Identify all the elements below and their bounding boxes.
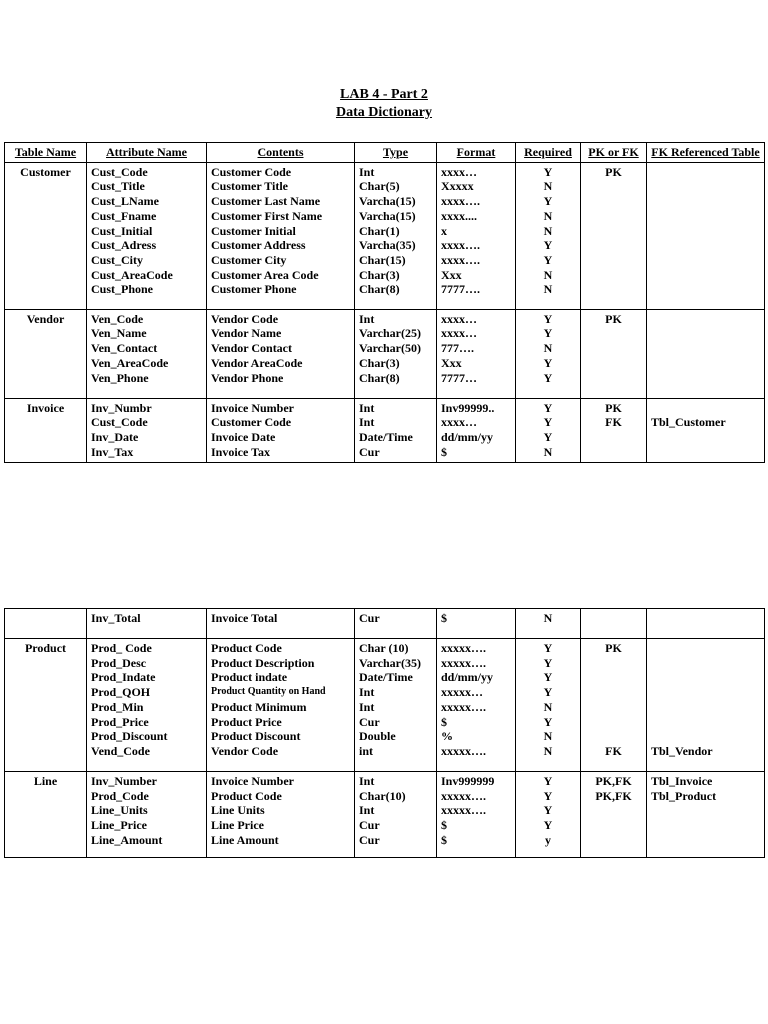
required-value: N: [543, 611, 553, 625]
required-value: N: [543, 729, 553, 744]
header-row: [5, 143, 765, 163]
fk-referenced-table-value: Tbl_Vendor: [651, 743, 713, 758]
attribute-name-value: Cust_Fname: [91, 208, 157, 223]
required-cell: [516, 609, 581, 639]
format-value: xxxxx….: [441, 743, 486, 758]
format-value: $: [441, 818, 447, 833]
contents-value: Invoice Total: [211, 611, 278, 625]
format-value: 7777…: [441, 370, 477, 385]
contents-value: Customer Code: [211, 415, 292, 430]
table-name-cell: Product: [5, 639, 87, 772]
contents-cell: [207, 772, 355, 858]
required-value: N: [543, 208, 553, 223]
attribute-name-cell: [87, 398, 207, 462]
attribute-name-value: Ven_Contact: [91, 341, 158, 356]
required-value: Y: [543, 252, 553, 267]
required-value: N: [543, 179, 553, 194]
fk-referenced-table-value: [651, 282, 760, 297]
contents-cell: [207, 398, 355, 462]
pk-or-fk-value: [585, 209, 642, 224]
format-cell: [437, 639, 516, 772]
format-value: xxxxx….: [441, 788, 486, 803]
contents-value: Line Units: [211, 803, 265, 818]
contents-value: Invoice Date: [211, 430, 276, 445]
attribute-name-value: Inv_Date: [91, 430, 139, 445]
attribute-name-value: Inv_Numbr: [91, 400, 152, 415]
fk-referenced-table-cell: [647, 309, 765, 398]
fk-referenced-table-value: [651, 356, 760, 371]
format-value: Inv99999..: [441, 400, 495, 415]
pk-or-fk-value: [585, 715, 642, 730]
pk-or-fk-value: [585, 656, 642, 671]
format-value: $: [441, 832, 447, 847]
type-value: Char (10): [359, 641, 409, 655]
format-cell: [437, 609, 516, 639]
contents-value: Customer Area Code: [211, 267, 319, 282]
contents-value: Customer Address: [211, 238, 306, 253]
page-subtitle: Data Dictionary: [335, 105, 433, 120]
type-value: Char(8): [359, 370, 400, 385]
type-value: Char(8): [359, 282, 400, 297]
type-value: Double: [359, 729, 396, 744]
pk-or-fk-value: [585, 326, 642, 341]
pk-or-fk-value: [585, 282, 642, 297]
pk-or-fk-value: [585, 445, 642, 460]
header-format: Format: [437, 143, 516, 163]
attribute-name-value: Cust_LName: [91, 194, 159, 209]
fk-referenced-table-cell: [647, 609, 765, 639]
format-value: Xxx: [441, 267, 462, 282]
attribute-name-value: Cust_Initial: [91, 223, 153, 238]
attribute-name-value: Inv_Number: [91, 774, 158, 788]
header-contents: Contents: [207, 143, 355, 163]
required-value: Y: [543, 238, 553, 253]
contents-value: Invoice Tax: [211, 444, 271, 459]
required-cell: [516, 398, 581, 462]
attribute-name-value: Prod_QOH: [91, 685, 151, 700]
fk-referenced-table-value: [651, 238, 760, 253]
pk-or-fk-cell: [581, 639, 647, 772]
fk-referenced-table-cell: [647, 398, 765, 462]
required-value: N: [543, 267, 553, 282]
fk-referenced-table-value: Tbl_Customer: [651, 415, 726, 430]
required-value: Y: [543, 355, 553, 370]
format-value: xxxx…: [441, 164, 477, 179]
fk-referenced-table-value: [651, 715, 760, 730]
fk-referenced-table-value: [651, 445, 760, 460]
data-dictionary-table-part-2: [4, 608, 765, 858]
attribute-name-value: Prod_Min: [91, 699, 144, 714]
attribute-name-value: Prod_ Code: [91, 641, 152, 655]
fk-referenced-table-value: [651, 165, 760, 180]
type-value: Int: [359, 164, 375, 179]
header-attribute-name: Attribute Name: [87, 143, 207, 163]
required-value: Y: [543, 685, 553, 700]
fk-referenced-table-value: [651, 670, 760, 685]
type-value: int: [359, 743, 374, 758]
pk-or-fk-value: [585, 194, 642, 209]
contents-value: Product Price: [211, 714, 282, 729]
contents-cell: [207, 309, 355, 398]
format-value: xxxxx…: [441, 685, 483, 700]
format-value: xxxxx….: [441, 641, 486, 655]
pk-or-fk-cell: [581, 609, 647, 639]
format-value: xxxx…: [441, 311, 477, 326]
format-value: xxxxx….: [441, 699, 486, 714]
attribute-name-value: Ven_Name: [91, 326, 147, 341]
type-value: Varcha(35): [359, 238, 416, 253]
attribute-name-value: Prod_Discount: [91, 729, 168, 744]
pk-or-fk-cell: [581, 162, 647, 309]
fk-referenced-table-value: [651, 312, 760, 327]
table-name-cell: Customer: [5, 162, 87, 309]
attribute-name-value: Prod_Code: [91, 788, 149, 803]
contents-cell: [207, 162, 355, 309]
pk-or-fk-value: [585, 670, 642, 685]
fk-referenced-table-value: [651, 209, 760, 224]
required-cell: [516, 639, 581, 772]
type-cell: [355, 639, 437, 772]
type-value: Int: [359, 311, 375, 326]
type-value: Char(10): [359, 788, 406, 803]
format-value: Xxxxx: [441, 179, 474, 194]
pk-or-fk-value: [585, 803, 642, 818]
attribute-name-value: Cust_Title: [91, 179, 145, 194]
contents-value: Vendor AreaCode: [211, 355, 303, 370]
type-value: Int: [359, 774, 375, 788]
table-group-row: [5, 609, 765, 639]
required-value: y: [545, 832, 551, 847]
attribute-name-value: Cust_Code: [91, 415, 148, 430]
format-value: x: [441, 223, 447, 238]
format-value: xxxxx….: [441, 655, 486, 670]
contents-value: Product Description: [211, 655, 315, 670]
required-value: Y: [543, 430, 553, 445]
required-value: Y: [543, 326, 553, 341]
fk-referenced-table-value: [651, 401, 760, 416]
type-value: Int: [359, 400, 375, 415]
contents-value: Customer Initial: [211, 223, 296, 238]
type-value: Int: [359, 685, 375, 700]
type-value: Varchar(35): [359, 655, 421, 670]
pk-or-fk-value: [585, 729, 642, 744]
type-cell: [355, 162, 437, 309]
attribute-name-cell: [87, 162, 207, 309]
format-cell: [437, 162, 516, 309]
fk-referenced-table-cell: [647, 639, 765, 772]
fk-referenced-table-value: [651, 833, 760, 848]
table-group-row: [5, 772, 765, 858]
fk-referenced-table-value: [651, 729, 760, 744]
required-value: N: [543, 223, 553, 238]
pk-or-fk-value: [585, 253, 642, 268]
contents-value: Vendor Phone: [211, 370, 284, 385]
contents-cell: [207, 639, 355, 772]
fk-referenced-table-value: [651, 685, 760, 700]
contents-value: Vendor Name: [211, 326, 282, 341]
format-cell: [437, 309, 516, 398]
format-cell: [437, 772, 516, 858]
required-value: Y: [543, 641, 553, 655]
attribute-name-cell: [87, 309, 207, 398]
type-value: Cur: [359, 444, 380, 459]
required-value: Y: [543, 714, 553, 729]
required-value: Y: [543, 194, 553, 209]
required-value: N: [543, 282, 553, 297]
table-name-cell: Line: [5, 772, 87, 858]
pk-or-fk-value: PK,FK: [595, 774, 632, 788]
pk-or-fk-value: PK: [605, 311, 622, 326]
header-fk-referenced-table: FK Referenced Table: [647, 143, 765, 163]
attribute-name-value: Line_Units: [91, 803, 148, 818]
pk-or-fk-value: FK: [605, 743, 622, 758]
required-value: Y: [543, 415, 553, 430]
pk-or-fk-value: [585, 818, 642, 833]
fk-referenced-table-value: [651, 656, 760, 671]
format-value: dd/mm/yy: [441, 670, 494, 685]
format-value: dd/mm/yy: [441, 430, 494, 445]
type-cell: [355, 609, 437, 639]
format-value: Xxx: [441, 355, 462, 370]
format-value: xxxx….: [441, 238, 480, 253]
attribute-name-cell: [87, 609, 207, 639]
required-cell: [516, 162, 581, 309]
type-cell: [355, 772, 437, 858]
attribute-name-cell: [87, 639, 207, 772]
fk-referenced-table-value: [651, 194, 760, 209]
pk-or-fk-value: [585, 238, 642, 253]
pk-or-fk-value: [585, 371, 642, 386]
required-value: Y: [543, 400, 553, 415]
fk-referenced-table-cell: [647, 772, 765, 858]
required-value: Y: [543, 670, 553, 685]
fk-referenced-table-value: [651, 224, 760, 239]
pk-or-fk-value: [585, 611, 642, 626]
required-value: N: [543, 341, 553, 356]
contents-cell: [207, 609, 355, 639]
attribute-name-value: Line_Price: [91, 818, 147, 833]
fk-referenced-table-value: [651, 341, 760, 356]
pk-or-fk-value: [585, 700, 642, 715]
attribute-name-value: Ven_Phone: [91, 370, 149, 385]
required-value: Y: [543, 655, 553, 670]
required-value: Y: [543, 788, 553, 803]
attribute-name-cell: [87, 772, 207, 858]
table-group-row: [5, 162, 765, 309]
pk-or-fk-value: PK,FK: [595, 788, 632, 803]
type-value: Date/Time: [359, 670, 413, 685]
pk-or-fk-value: [585, 356, 642, 371]
type-value: Cur: [359, 714, 380, 729]
format-value: $: [441, 714, 447, 729]
contents-value: Product Code: [211, 641, 282, 655]
attribute-name-value: Cust_AreaCode: [91, 267, 173, 282]
contents-value: Line Price: [211, 818, 264, 833]
table-name-cell: [5, 609, 87, 639]
format-value: $: [441, 611, 447, 625]
table-name-cell: Vendor: [5, 309, 87, 398]
format-value: $: [441, 444, 447, 459]
attribute-name-value: Vend_Code: [91, 743, 150, 758]
fk-referenced-table-value: [651, 371, 760, 386]
type-value: Char(5): [359, 179, 400, 194]
contents-value: Vendor Contact: [211, 341, 293, 356]
contents-value: Vendor Code: [211, 743, 279, 758]
contents-value: Product Minimum: [211, 699, 307, 714]
type-value: Varchar(25): [359, 326, 421, 341]
format-value: 777….: [441, 341, 474, 356]
type-value: Varchar(50): [359, 341, 421, 356]
attribute-name-value: Ven_Code: [91, 311, 144, 326]
type-value: Char(3): [359, 267, 400, 282]
header-pk-or-fk: PK or FK: [581, 143, 647, 163]
pk-or-fk-value: [585, 341, 642, 356]
type-value: Char(1): [359, 223, 400, 238]
contents-value: Invoice Number: [211, 774, 294, 788]
fk-referenced-table-value: [651, 611, 760, 626]
type-cell: [355, 398, 437, 462]
type-value: Cur: [359, 818, 380, 833]
required-value: Y: [543, 774, 553, 788]
format-value: xxxx….: [441, 194, 480, 209]
type-value: Varcha(15): [359, 194, 416, 209]
contents-value: Customer City: [211, 252, 287, 267]
contents-value: Customer Phone: [211, 282, 297, 297]
required-value: Y: [543, 164, 553, 179]
attribute-name-value: Cust_Phone: [91, 282, 154, 297]
pk-or-fk-value: [585, 268, 642, 283]
format-value: 7777….: [441, 282, 480, 297]
required-value: Y: [543, 818, 553, 833]
fk-referenced-table-value: [651, 268, 760, 283]
pk-or-fk-value: [585, 224, 642, 239]
fk-referenced-table-value: [651, 430, 760, 445]
contents-value: Customer First Name: [211, 208, 323, 223]
fk-referenced-table-value: [651, 641, 760, 656]
data-dictionary-table-part-1: [4, 142, 765, 463]
contents-value: Vendor Code: [211, 311, 279, 326]
attribute-name-value: Cust_City: [91, 252, 144, 267]
attribute-name-value: Cust_Adress: [91, 238, 157, 253]
pk-or-fk-value: [585, 179, 642, 194]
format-value: %: [441, 729, 453, 744]
pk-or-fk-value: [585, 833, 642, 848]
format-value: Inv999999: [441, 774, 495, 788]
fk-referenced-table-cell: [647, 162, 765, 309]
format-cell: [437, 398, 516, 462]
header-required: Required: [516, 143, 581, 163]
required-value: N: [543, 743, 553, 758]
contents-value: Customer Code: [211, 164, 292, 179]
fk-referenced-table-value: [651, 326, 760, 341]
contents-value: Product Quantity on Hand: [211, 686, 326, 698]
contents-value: Product Code: [211, 788, 282, 803]
attribute-name-value: Inv_Tax: [91, 444, 134, 459]
attribute-name-value: Prod_Price: [91, 714, 149, 729]
required-cell: [516, 772, 581, 858]
pk-or-fk-value: FK: [605, 415, 622, 430]
pk-or-fk-cell: [581, 772, 647, 858]
attribute-name-value: Prod_Desc: [91, 655, 147, 670]
format-value: xxxx….: [441, 252, 480, 267]
format-value: xxxx....: [441, 208, 477, 223]
header-table-name: Table Name: [5, 143, 87, 163]
fk-referenced-table-value: [651, 253, 760, 268]
required-value: Y: [543, 311, 553, 326]
contents-value: Product Discount: [211, 729, 301, 744]
contents-value: Invoice Number: [211, 400, 294, 415]
required-value: N: [543, 699, 553, 714]
required-value: N: [543, 444, 553, 459]
type-value: Int: [359, 803, 375, 818]
contents-value: Line Amount: [211, 832, 279, 847]
pk-or-fk-value: PK: [605, 164, 622, 179]
type-cell: [355, 309, 437, 398]
fk-referenced-table-value: [651, 179, 760, 194]
pk-or-fk-value: [585, 430, 642, 445]
type-value: Int: [359, 415, 375, 430]
contents-value: Product indate: [211, 670, 288, 685]
required-value: Y: [543, 370, 553, 385]
attribute-name-value: Prod_Indate: [91, 670, 156, 685]
table-group-row: [5, 309, 765, 398]
document-heading: [0, 86, 768, 122]
pk-or-fk-value: [585, 685, 642, 700]
table-group-row: [5, 639, 765, 772]
header-type: Type: [355, 143, 437, 163]
pk-or-fk-value: PK: [605, 400, 622, 415]
pk-or-fk-cell: [581, 309, 647, 398]
type-value: Int: [359, 699, 375, 714]
type-value: Char(3): [359, 355, 400, 370]
fk-referenced-table-value: Tbl_Product: [651, 788, 717, 803]
attribute-name-value: Ven_AreaCode: [91, 355, 169, 370]
table-group-row: [5, 398, 765, 462]
type-value: Date/Time: [359, 430, 413, 445]
type-value: Cur: [359, 611, 380, 625]
fk-referenced-table-value: [651, 803, 760, 818]
format-value: xxxx…: [441, 326, 477, 341]
pk-or-fk-cell: [581, 398, 647, 462]
contents-value: Customer Last Name: [211, 194, 321, 209]
pk-or-fk-value: PK: [605, 641, 622, 655]
required-cell: [516, 309, 581, 398]
required-value: Y: [543, 803, 553, 818]
contents-value: Customer Title: [211, 179, 288, 194]
type-value: Varcha(15): [359, 208, 416, 223]
attribute-name-value: Line_Amount: [91, 832, 163, 847]
attribute-name-value: Inv_Total: [91, 611, 141, 625]
format-value: xxxxx….: [441, 803, 486, 818]
type-value: Char(15): [359, 252, 406, 267]
type-value: Cur: [359, 832, 380, 847]
format-value: xxxx…: [441, 415, 477, 430]
page-title: LAB 4 - Part 2: [340, 87, 428, 102]
fk-referenced-table-value: [651, 818, 760, 833]
attribute-name-value: Cust_Code: [91, 164, 148, 179]
fk-referenced-table-value: Tbl_Invoice: [651, 774, 713, 788]
table-name-cell: Invoice: [5, 398, 87, 462]
fk-referenced-table-value: [651, 700, 760, 715]
